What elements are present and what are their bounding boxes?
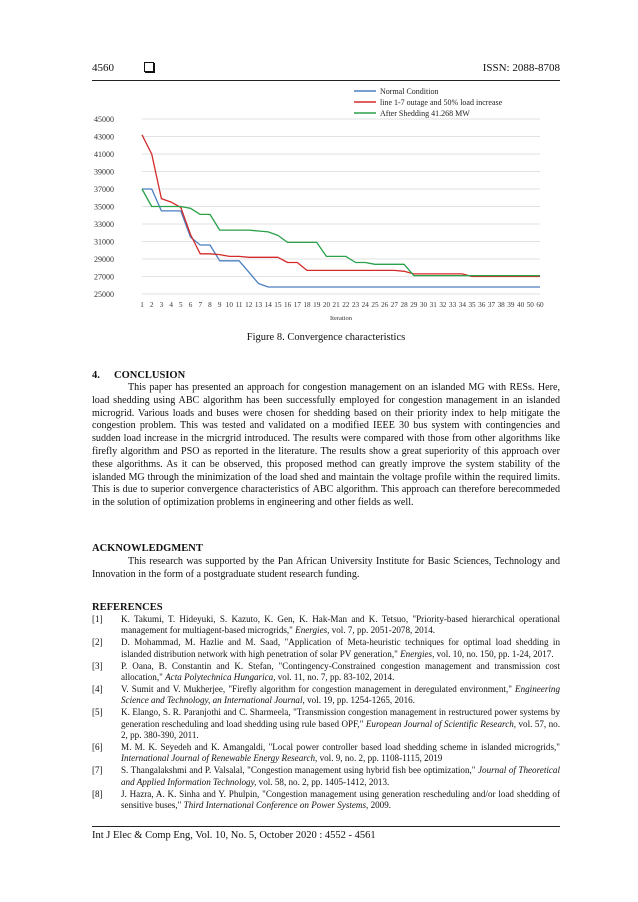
reference-details: 2009. <box>368 800 392 810</box>
x-tick-label: 32 <box>439 301 447 309</box>
x-tick-label: 11 <box>235 301 243 309</box>
references-heading: REFERENCES <box>92 602 163 613</box>
reference-number: [6] <box>92 741 103 752</box>
legend-label: Normal Condition <box>380 87 439 96</box>
x-tick-label: 13 <box>254 301 263 309</box>
checkbox-square-icon <box>144 62 154 72</box>
reference-details: vol. 57, no. 2, pp. 380-390, 2011. <box>121 718 561 741</box>
x-axis-label: Iteration <box>329 315 353 322</box>
page-number: 4560 <box>92 62 114 74</box>
reference-details: vol. 7, pp. 2051-2078, 2014. <box>329 625 436 636</box>
x-tick-label: 29 <box>410 301 418 309</box>
x-tick-label: 35 <box>468 301 476 309</box>
x-tick-label: 38 <box>497 301 505 309</box>
references-list <box>92 614 560 812</box>
acknowledgment-heading: ACKNOWLEDGMENT <box>92 543 203 554</box>
x-tick-label: 20 <box>322 301 331 309</box>
reference-journal: Journal of Theoretical and Applied Information Technology, <box>121 765 560 787</box>
x-tick-label: 7 <box>198 301 203 309</box>
x-tick-label: 3 <box>159 301 164 309</box>
x-tick-label: 22 <box>342 301 350 309</box>
series-line <box>142 135 540 277</box>
x-tick-label: 60 <box>536 301 544 309</box>
footer-rule <box>92 826 560 827</box>
reference-details: vol. 58, no. 2, pp. 1405-1412, 2013. <box>256 776 390 787</box>
reference-journal: Third International Conference on Power Systems, <box>183 800 369 810</box>
y-tick-label: 25000 <box>94 290 114 299</box>
chart-svg <box>92 84 560 324</box>
reference-journal: Engineering Science and Technology, an International Journal, <box>121 683 560 706</box>
y-tick-label: 41000 <box>94 150 114 159</box>
series-line <box>142 189 540 276</box>
x-tick-label: 9 <box>217 301 222 309</box>
x-tick-label: 30 <box>419 301 428 309</box>
x-tick-label: 21 <box>332 301 340 309</box>
x-tick-label: 5 <box>179 301 183 309</box>
reference-details: vol. 11, no. 7, pp. 83-102, 2014. <box>275 672 395 683</box>
x-tick-label: 15 <box>274 301 282 309</box>
reference-details: vol. 10, no. 150, pp. 1-24, 2017. <box>434 648 554 659</box>
reference-item <box>92 684 560 707</box>
x-tick-label: 4 <box>169 301 173 309</box>
x-tick-label: 8 <box>208 301 212 309</box>
reference-journal: Acta Polytechnica Hungarica, <box>165 672 276 683</box>
reference-number: [7] <box>92 765 103 776</box>
reference-journal: European Journal of Scientific Research, <box>365 718 517 729</box>
x-tick-label: 37 <box>487 301 496 309</box>
x-tick-label: 27 <box>390 301 398 309</box>
reference-number: [5] <box>92 707 103 718</box>
reference-item <box>92 765 560 788</box>
x-tick-label: 33 <box>449 301 457 309</box>
reference-journal: International Journal of Renewable Energy Research, <box>121 753 318 764</box>
conclusion-heading <box>92 370 185 381</box>
x-tick-label: 31 <box>429 301 437 309</box>
y-tick-label: 37000 <box>94 185 114 194</box>
legend-label: After Shedding 41.268 MW <box>380 109 470 118</box>
header-rule <box>92 80 560 81</box>
reference-authors-title: K. Elango, S. R. Paranjothi and C. Sharmeela, "Transmission congestion management in restructured power systems by generation rescheduling and load shedding using rule based OPF," <box>121 707 560 729</box>
x-tick-label: 19 <box>313 301 321 309</box>
reference-number: [4] <box>92 683 103 694</box>
reference-item <box>92 661 560 684</box>
x-tick-label: 23 <box>351 301 360 309</box>
figure-caption: Figure 8. Convergence characteristics <box>246 332 406 343</box>
x-tick-label: 6 <box>188 301 193 309</box>
reference-number: [1] <box>92 614 103 624</box>
x-tick-label: 39 <box>507 301 515 309</box>
reference-authors-title: M. M. K. Seyedeh and K. Amangaldi, "Local power controller based load shedding scheme in islanded microgrids," <box>121 741 560 752</box>
reference-item <box>92 742 560 765</box>
x-tick-label: 12 <box>245 301 253 309</box>
reference-number: [3] <box>92 660 103 671</box>
reference-authors-title: P. Oana, B. Constantin and K. Stefan, "Contingency-Constrained congestion management and transmission cost allocation," <box>121 660 560 683</box>
legend-label: line 1-7 outage and 50% load increase <box>380 98 503 107</box>
y-tick-label: 35000 <box>94 202 114 212</box>
conclusion-text: This paper has presented an approach for congestion management on an islanded MG with RESs. Here, load shedding using ABC algorithm has been successfully employed for congestion management in an islanded microgrid. Various loads and buses were chosen for shedding based on their priority index to help mitigate the congestion problem. This was tested and validated on a modified IEEE 30 bus system with contingencies and sudden load increase in the micrgrid introduced. The results were compared with those from other algorithms like firefly algorithm and PSO as reported in the literature. The results show a great superiority of this approach over these algorithms. As it can be observed, this proposed method can greatly improve the system stability of the islanded MG through the minimization of the load shed and maintain the voltage profile within the required limits. This is due to superior convergence characteristics of ABC algorithm. This approach can therefore berecommeded in the solution of optimization problems in engineering and other fields as well. <box>92 382 560 509</box>
y-tick-label: 33000 <box>94 220 114 229</box>
x-tick-label: 14 <box>264 301 272 309</box>
y-tick-label: 39000 <box>94 167 114 177</box>
reference-item <box>92 614 560 637</box>
page-header <box>92 62 560 78</box>
x-tick-label: 24 <box>361 301 369 309</box>
issn: ISSN: 2088-8708 <box>482 62 560 74</box>
reference-authors-title: D. Mohammad, M. Hazlie and M. Saad, "Application of Meta-heuristic techniques for optimal load shedding in islanded distribution network with high penetration of solar PV generation," <box>121 637 560 659</box>
reference-number: [8] <box>92 788 103 799</box>
reference-journal: Energies, <box>295 625 330 636</box>
y-tick-label: 27000 <box>94 272 114 282</box>
reference-authors-title: J. Hazra, A. K. Sinha and Y. Phulpin, "Congestion management using generation rescheduling and/or load shedding of sensitive buses," <box>121 788 560 810</box>
footer-citation: Int J Elec & Comp Eng, Vol. 10, No. 5, October 2020 : 4552 - 4561 <box>92 830 376 841</box>
x-tick-label: 40 <box>516 301 525 309</box>
reference-authors-title: K. Takumi, T. Hideyuki, S. Kazuto, K. Gen, K. Hak-Man and K. Tetsuo, "Priority-based hierarchical operational management for multiagent-based microgrids," <box>121 614 560 636</box>
convergence-chart <box>92 84 560 324</box>
x-tick-label: 16 <box>284 301 292 309</box>
reference-item <box>92 789 560 812</box>
reference-item <box>92 637 560 660</box>
x-tick-label: 26 <box>381 301 389 309</box>
y-tick-label: 31000 <box>94 237 114 247</box>
reference-details: vol. 19, pp. 1254-1265, 2016. <box>304 695 415 706</box>
x-tick-label: 34 <box>458 301 466 309</box>
x-tick-label: 25 <box>371 301 379 309</box>
reference-item <box>92 707 560 741</box>
reference-authors-title: S. Thangalakshmi and P. Valsalal, "Congestion management using hybrid fish bee optimization," <box>121 765 479 776</box>
acknowledgment-text: This research was supported by the Pan African University Institute for Basic Sciences, Technology and Innovation in the form of a postgraduate student research funding. <box>92 556 560 580</box>
series-line <box>142 189 540 287</box>
y-tick-label: 43000 <box>94 132 114 142</box>
reference-details: vol. 9, no. 2, pp. 1108-1115, 2019 <box>317 753 443 764</box>
y-tick-label: 45000 <box>94 115 114 124</box>
reference-number: [2] <box>92 637 103 648</box>
conclusion-number: 4. <box>92 370 100 381</box>
x-tick-label: 2 <box>149 301 154 309</box>
x-tick-label: 36 <box>478 301 486 309</box>
x-tick-label: 1 <box>140 301 144 309</box>
x-tick-label: 28 <box>400 301 408 309</box>
reference-journal: Energies, <box>400 648 435 659</box>
x-tick-label: 50 <box>526 301 534 309</box>
x-tick-label: 10 <box>225 301 233 309</box>
x-tick-label: 18 <box>303 301 311 309</box>
conclusion-title: CONCLUSION <box>114 370 186 381</box>
reference-authors-title: V. Sumit and V. Mukherjee, "Firefly algorithm for congestion management in deregulated environment," <box>121 683 516 694</box>
y-tick-label: 29000 <box>94 255 114 264</box>
x-tick-label: 17 <box>293 301 301 309</box>
